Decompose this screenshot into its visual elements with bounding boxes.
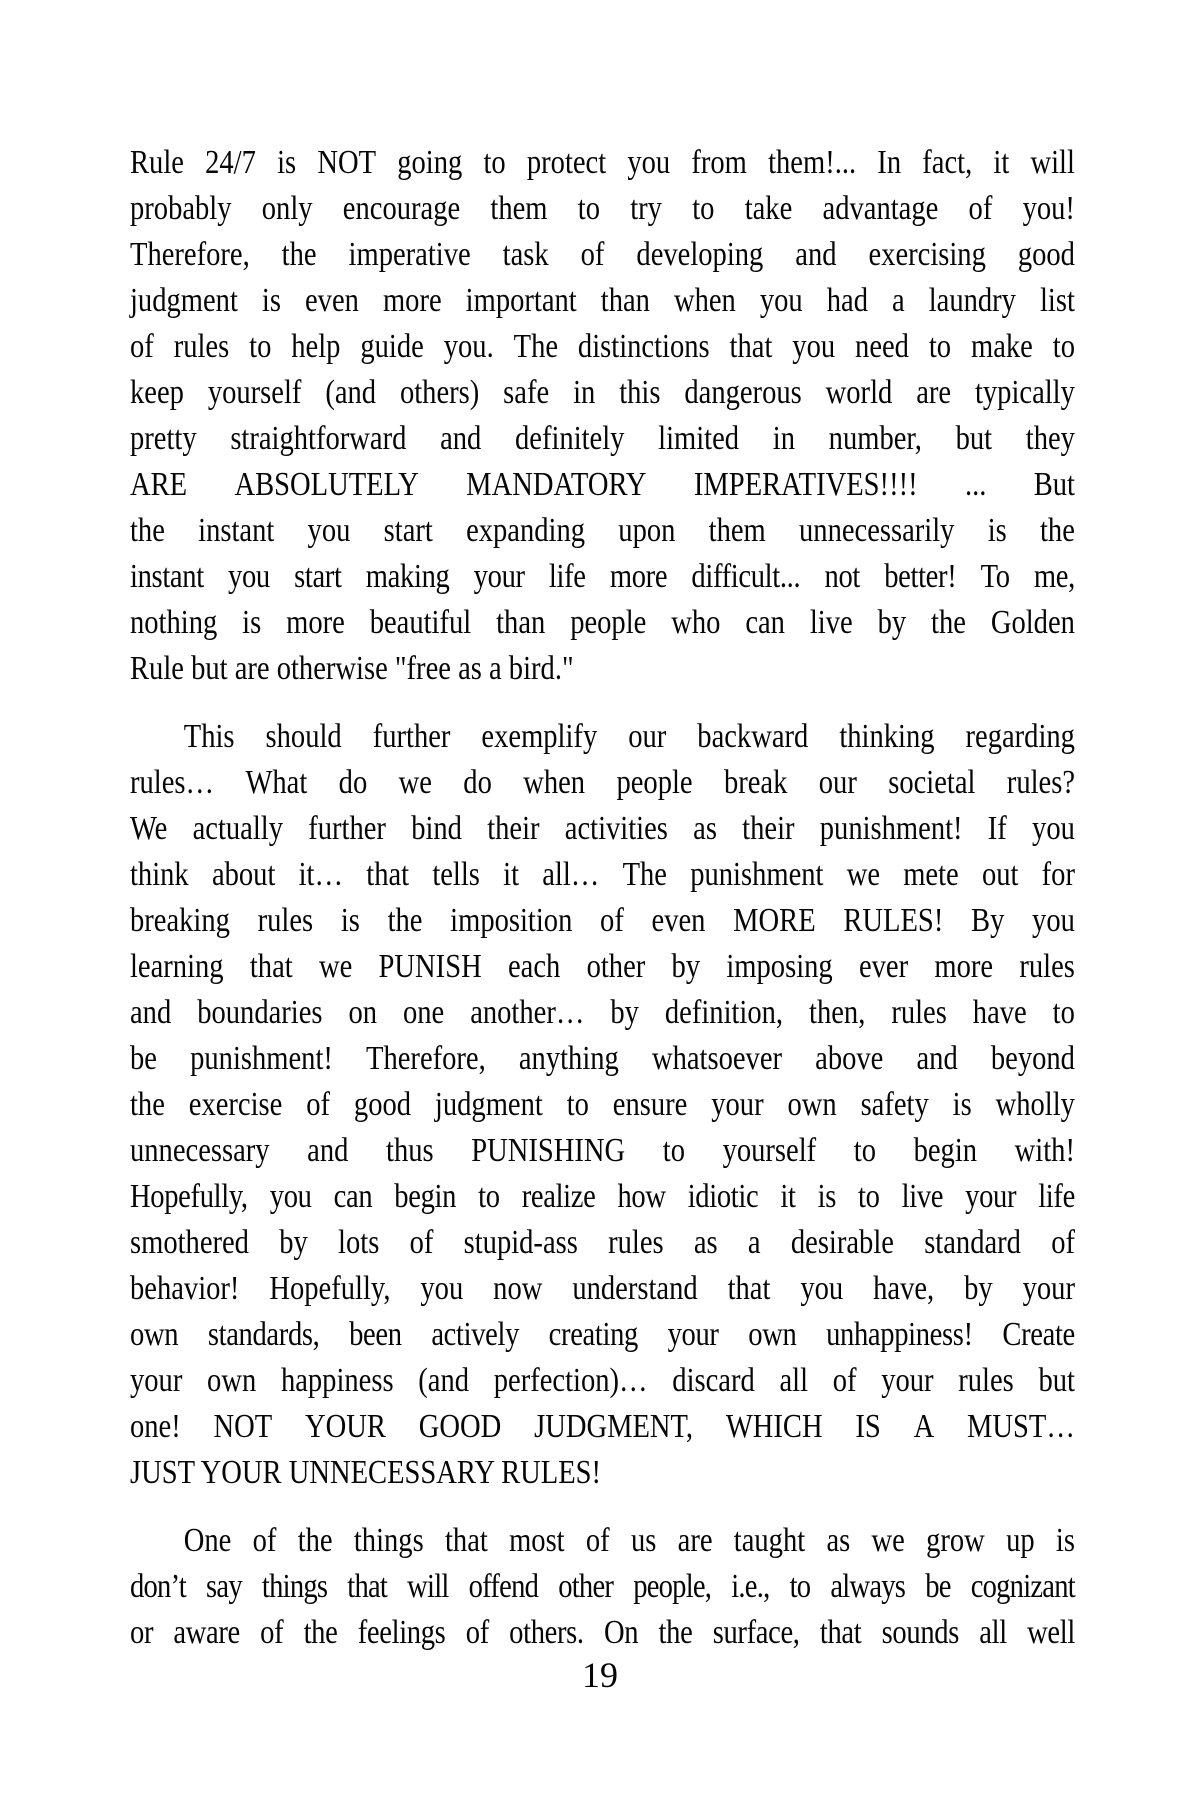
text-line: think about it… that tells it all… The punishment we mete out for: [130, 856, 1075, 893]
text-line: ARE ABSOLUTELY MANDATORY IMPERATIVES!!!! ... But: [130, 466, 1075, 503]
text-line: smothered by lots of stupid-ass rules as a desirable standard of: [130, 1224, 1075, 1261]
page-number: 19: [582, 1655, 618, 1695]
paragraph-1: [130, 140, 1075, 692]
text-line: Rule 24/7 is NOT going to protect you from them!... In fact, it will: [130, 144, 1075, 181]
text-line: breaking rules is the imposition of even MORE RULES! By you: [130, 902, 1075, 939]
text-line: nothing is more beautiful than people who can live by the Golden: [130, 604, 1075, 641]
text-line: One of the things that most of us are taught as we grow up is: [183, 1522, 1075, 1559]
text-line: judgment is even more important than when you had a laundry list: [130, 282, 1075, 319]
text-line: or aware of the feelings of others. On the surface, that sounds all well: [130, 1614, 1075, 1651]
text-line: and boundaries on one another… by definition, then, rules have to: [130, 994, 1075, 1031]
text-line: probably only encourage them to try to take advantage of you!: [130, 190, 1075, 227]
text-line: JUST YOUR UNNECESSARY RULES!: [130, 1454, 602, 1491]
text-line: one! NOT YOUR GOOD JUDGMENT, WHICH IS A MUST…: [130, 1408, 1075, 1445]
text-line: rules… What do we do when people break our societal rules?: [130, 764, 1075, 801]
text-column: [130, 140, 1075, 1656]
text-line: your own happiness (and perfection)… discard all of your rules but: [130, 1362, 1075, 1399]
text-line: Hopefully, you can begin to realize how idiotic it is to live your life: [130, 1178, 1075, 1215]
text-line: instant you start making your life more difficult... not better! To me,: [130, 558, 1075, 595]
text-line: the exercise of good judgment to ensure your own safety is wholly: [130, 1086, 1075, 1123]
text-line: don’t say things that will offend other people, i.e., to always be cognizant: [130, 1568, 1075, 1605]
paragraph-2: [130, 714, 1075, 1496]
text-line: We actually further bind their activities as their punishment! If you: [130, 810, 1075, 847]
text-line: be punishment! Therefore, anything whatsoever above and beyond: [130, 1040, 1075, 1077]
text-line: learning that we PUNISH each other by imposing ever more rules: [130, 948, 1075, 985]
text-line: the instant you start expanding upon them unnecessarily is the: [130, 512, 1075, 549]
text-line: Therefore, the imperative task of developing and exercising good: [130, 236, 1075, 273]
paragraph-3: [130, 1518, 1075, 1656]
text-line: Rule but are otherwise "free as a bird.": [130, 650, 574, 687]
text-line: This should further exemplify our backward thinking regarding: [183, 718, 1075, 755]
text-line: keep yourself (and others) safe in this dangerous world are typically: [130, 374, 1075, 411]
text-block: [130, 140, 1075, 1656]
text-line: own standards, been actively creating your own unhappiness! Create: [130, 1316, 1075, 1353]
text-line: pretty straightforward and definitely limited in number, but they: [130, 420, 1075, 457]
text-line: unnecessary and thus PUNISHING to yourself to begin with!: [130, 1132, 1075, 1169]
text-line: of rules to help guide you. The distinctions that you need to make to: [130, 328, 1075, 365]
text-line: behavior! Hopefully, you now understand that you have, by your: [130, 1270, 1075, 1307]
